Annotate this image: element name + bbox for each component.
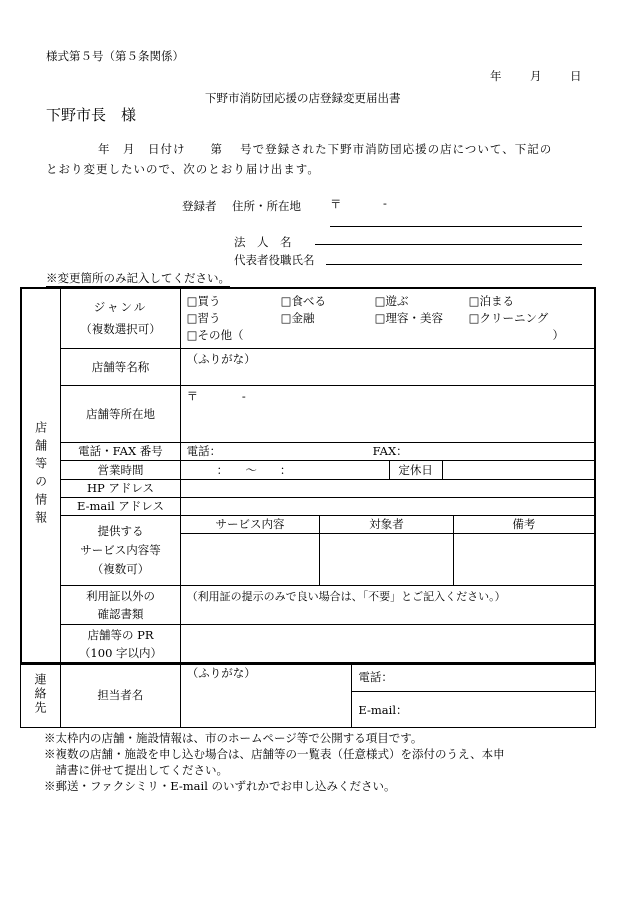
hp-label: HP アドレス xyxy=(61,479,180,497)
contact-email-field[interactable] xyxy=(352,692,596,728)
registrant-address-label: 住所・所在地 xyxy=(232,199,301,213)
document-title: 下野市消防団応援の店登録変更届出書 xyxy=(205,91,401,105)
genre-cleaning-checkbox[interactable]: □クリーニング xyxy=(468,310,549,325)
intro-line-2: とおり変更したいので、次のとおり届け出ます。 xyxy=(46,162,320,176)
change-note: ※変更箇所のみ記入してください。 xyxy=(46,271,230,285)
note-3: ※郵送・ファクシミリ・E-mail のいずれかでお申し込みください。 xyxy=(44,779,396,793)
form-number: 様式第５号（第５条関係） xyxy=(46,49,184,63)
fax-label: FAX： xyxy=(372,444,408,458)
note-2-cont: 請書に併せて提出してください。 xyxy=(44,763,228,777)
date-month: 月 xyxy=(530,69,542,83)
phone-label: 電話： xyxy=(186,444,222,458)
genre-label: ジャンル （複数選択可） xyxy=(61,288,180,348)
contact-person-label: 担当者名 xyxy=(60,663,180,728)
contact-furigana: （ふりがな） xyxy=(186,666,256,680)
shop-address-label: 店舗等所在地 xyxy=(61,385,180,442)
shop-name-field[interactable] xyxy=(180,348,595,385)
holiday-label: 定休日 xyxy=(390,461,443,479)
contact-section-label: 連絡先 xyxy=(21,663,61,728)
hours-label: 営業時間 xyxy=(61,460,180,479)
rep-name-label: 代表者役職氏名 xyxy=(234,253,315,267)
shop-address-field[interactable] xyxy=(180,385,595,442)
holiday-field[interactable] xyxy=(443,461,594,479)
shop-info-table xyxy=(20,287,596,665)
pr-label: 店舗等の PR （100 字以内） xyxy=(61,624,180,664)
corp-name-label: 法 人 名 xyxy=(234,235,292,249)
genre-other-checkbox[interactable]: □その他（ xyxy=(186,327,244,342)
shop-address-postal: 〒 xyxy=(186,388,199,403)
shop-section-label: 店舗等の情報 xyxy=(21,288,61,664)
genre-finance-checkbox[interactable]: □金融 xyxy=(280,310,315,325)
confirm-doc-instruction: （利用証の提示のみで良い場合は、「不要」とご記入ください。） xyxy=(186,589,506,603)
shop-address-dash: - xyxy=(241,388,246,403)
hours-value: ： ～ ： xyxy=(181,461,390,479)
genre-stay-checkbox[interactable]: □泊まる xyxy=(468,293,515,308)
registrant-postal-dash: - xyxy=(383,196,387,210)
services-col-content: サービス内容 xyxy=(180,515,320,533)
registrant-address-line[interactable] xyxy=(330,226,582,227)
registrant-postal: 〒 xyxy=(330,197,342,211)
confirm-doc-label: 利用証以外の 確認書類 xyxy=(61,585,180,624)
contact-table xyxy=(20,662,596,728)
services-col-remarks: 備考 xyxy=(453,515,595,533)
note-2: ※複数の店舗・施設を申し込む場合は、店舗等の一覧表（任意様式）を添付のうえ、本申 xyxy=(44,747,505,761)
phone-fax-label: 電話・FAX 番号 xyxy=(61,442,180,460)
email-field[interactable] xyxy=(180,497,595,515)
note-1: ※太枠内の店舗・施設情報は、市のホームページ等で公開する項目です。 xyxy=(44,731,423,745)
phone-fax-field[interactable] xyxy=(180,442,595,460)
intro-line-1: 年 月 日付け 第 号で登録された下野市消防団応援の店について、下記の xyxy=(98,142,553,156)
contact-phone-field[interactable] xyxy=(352,663,596,692)
services-col-target: 対象者 xyxy=(320,515,454,533)
genre-buy-checkbox[interactable]: □買う xyxy=(186,293,221,308)
corp-name-line[interactable] xyxy=(315,244,582,245)
addressee: 下野市長 様 xyxy=(46,106,137,124)
pr-field[interactable] xyxy=(180,624,595,664)
genre-beauty-checkbox[interactable]: □理容・美容 xyxy=(374,310,444,325)
genre-play-checkbox[interactable]: □遊ぶ xyxy=(374,293,409,308)
genre-learn-checkbox[interactable]: □習う xyxy=(186,310,221,325)
shop-name-label: 店舗等名称 xyxy=(61,348,180,385)
registrant-label: 登録者 xyxy=(182,199,217,213)
services-content-field[interactable] xyxy=(180,533,320,585)
genre-eat-checkbox[interactable]: □食べる xyxy=(280,293,327,308)
contact-person-field[interactable] xyxy=(180,663,352,728)
date-year: 年 xyxy=(490,69,502,83)
genre-options xyxy=(180,288,595,348)
genre-other-close: ） xyxy=(552,327,564,342)
rep-name-line[interactable] xyxy=(326,264,582,265)
contact-email-label: E-mail： xyxy=(358,702,408,717)
shop-name-furigana: （ふりがな） xyxy=(186,351,256,366)
date-day: 日 xyxy=(570,69,582,83)
confirm-doc-field[interactable] xyxy=(180,585,595,624)
hp-field[interactable] xyxy=(180,479,595,497)
email-label: E-mail アドレス xyxy=(61,497,180,515)
contact-phone-label: 電話： xyxy=(358,670,393,684)
services-remarks-field[interactable] xyxy=(453,533,595,585)
services-target-field[interactable] xyxy=(320,533,454,585)
services-label: 提供する サービス内容等 （複数可） xyxy=(61,515,180,585)
hours-field[interactable] xyxy=(180,460,595,479)
